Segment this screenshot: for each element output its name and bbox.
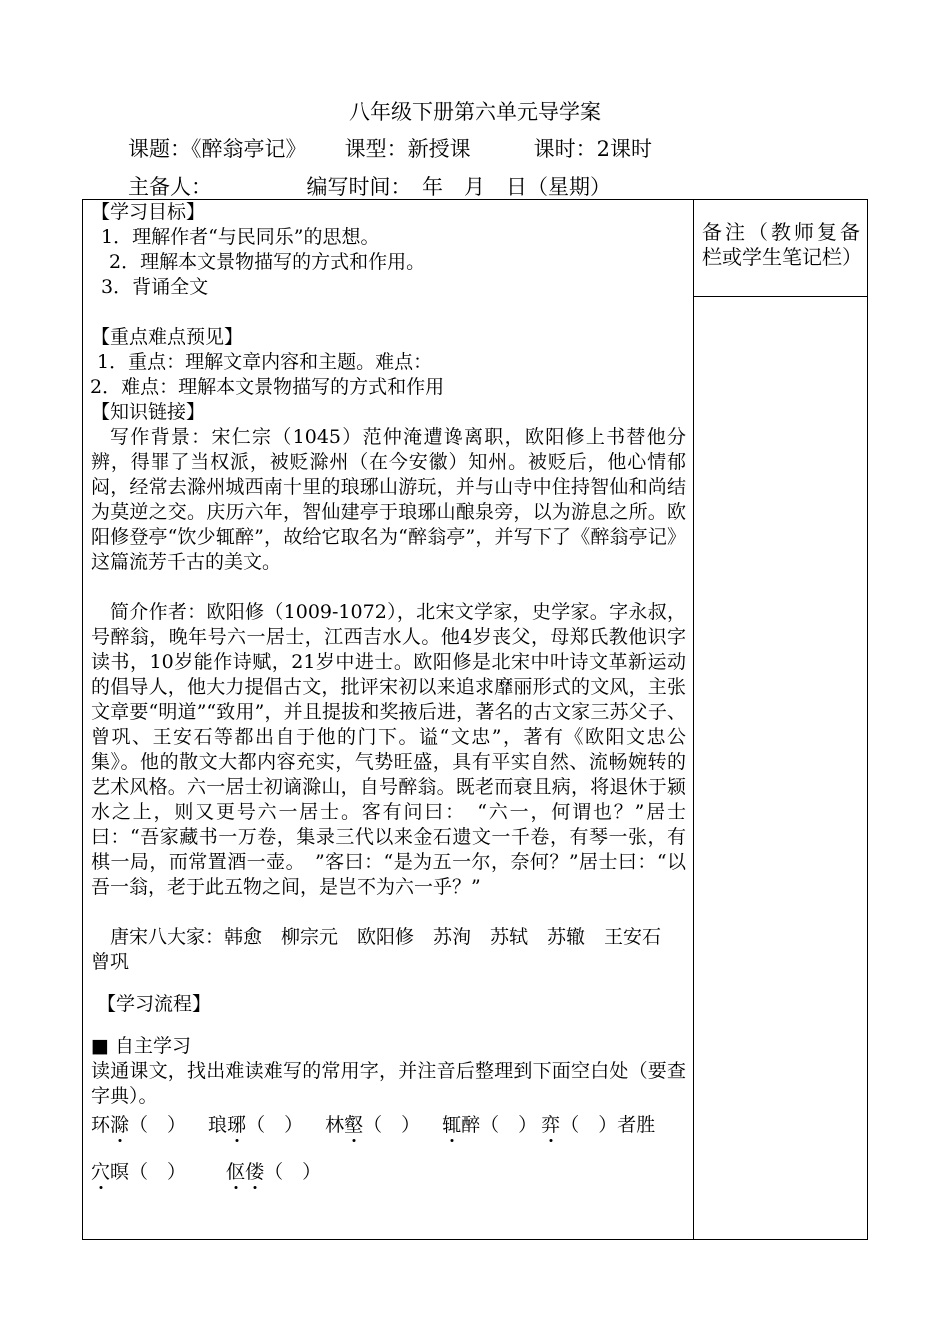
author-info-line: 主备人： 编写时间： 年 月 日（星期） [128, 175, 611, 199]
lesson-info-line: 课题：《醉翁亭记》 课型：新授课 课时：2课时 [128, 137, 653, 161]
main-content-cell [91, 200, 686, 1185]
goals-heading: 【学习目标】 [91, 201, 206, 223]
goal-item: 1．理解作者“与民同乐”的思想。 [101, 226, 380, 248]
key-point-item: 1．重点：理解文章内容和主题。难点： [97, 351, 433, 373]
goal-item: 3．背诵全文 [101, 276, 209, 298]
notes-column-label: 备注（教师复备栏或学生笔记栏） [702, 220, 862, 269]
self-study-instruction: 读通课文，找出难读难写的常用字，并注音后整理到下面空白处（要查字典）。 [91, 1060, 686, 1107]
key-point-item: 2．难点：理解本文景物描写的方式和作用 [90, 376, 445, 398]
author-introduction: 简介作者：欧阳修（1009-1072），北宋文学家，史学家。字永叔，号醉翁，晚年号六一居士，江西吉水人。他4岁丧父，母郑氏教他识字读书，10岁能作诗赋，21岁中进士。欧阳修是北宋中叶诗文革新运动的倡导人，他大力提倡古文，批评宋初以来追求靡丽形式的文风，主张文章要“明道”“致用”，并且提拔和奖掖后进，著名的古文家三苏父子、曾巩、王安石等都出自于他的门下。谥“文忠”，著有《欧阳文忠公集》。他的散文大都内容充实，气势旺盛，具有平实自然、流畅婉转的艺术风格。六一居士初谪滁山，自号醉翁。既老而衰且病，将退休于颍水之上，则又更号六一居士。客有问曰： “六一，何谓也？”居士曰：“吾家藏书一万卷，集录三代以来金石遗文一千卷，有琴一张，有棋一局，而常置酒一壶。 ”客曰：“是为五一尔，奈何？”居士曰：“以吾一翁，老于此五物之间，是岂不为六一乎？” [91, 601, 686, 898]
knowledge-link-heading: 【知识链接】 [91, 401, 206, 423]
vocab-row [91, 1160, 686, 1185]
goal-item: 2．理解本文景物描写的方式和作用。 [109, 251, 426, 273]
writing-background: 写作背景：宋仁宗（1045）范仲淹遭谗离职，欧阳修上书替他分辨，得罪了当权派，被贬滁州（在今安徽）知州。被贬后，他心情郁闷，经常去滁州城西南十里的琅琊山游玩，并与山寺中住持智仙和尚结为莫逆之交。庆历六年，智仙建亭于琅琊山酿泉旁，以为游息之所。欧阳修登亭“饮少辄醉”，故给它取名为“醉翁亭”，并写下了《醉翁亭记》这篇流芳千古的美文。 [91, 426, 686, 573]
self-study-heading: ■ 自主学习 [91, 1035, 191, 1057]
vocab-item: 环滁（ ） [91, 1114, 187, 1136]
vocab-item: 伛偻（ ） [226, 1161, 322, 1183]
key-points-heading: 【重点难点预见】 [91, 326, 244, 348]
notes-header-divider [693, 296, 868, 297]
document-title: 八年级下册第六单元导学案 [349, 100, 601, 124]
vocab-item: 琅琊（ ） [208, 1114, 304, 1136]
process-heading: 【学习流程】 [97, 993, 212, 1015]
eight-masters-list: 唐宋八大家：韩愈 柳宗元 欧阳修 苏洵 苏轼 苏辙 王安石 曾巩 [91, 926, 681, 973]
vocab-row [91, 1113, 686, 1138]
vocab-item: 林壑（ ） [325, 1114, 421, 1136]
vocab-item: 穴暝（ ） [91, 1161, 187, 1183]
vocab-item: 弈（ ）者胜 [541, 1114, 656, 1136]
vocab-item: 辄醉（ ） [442, 1114, 538, 1136]
column-divider [693, 199, 694, 1240]
